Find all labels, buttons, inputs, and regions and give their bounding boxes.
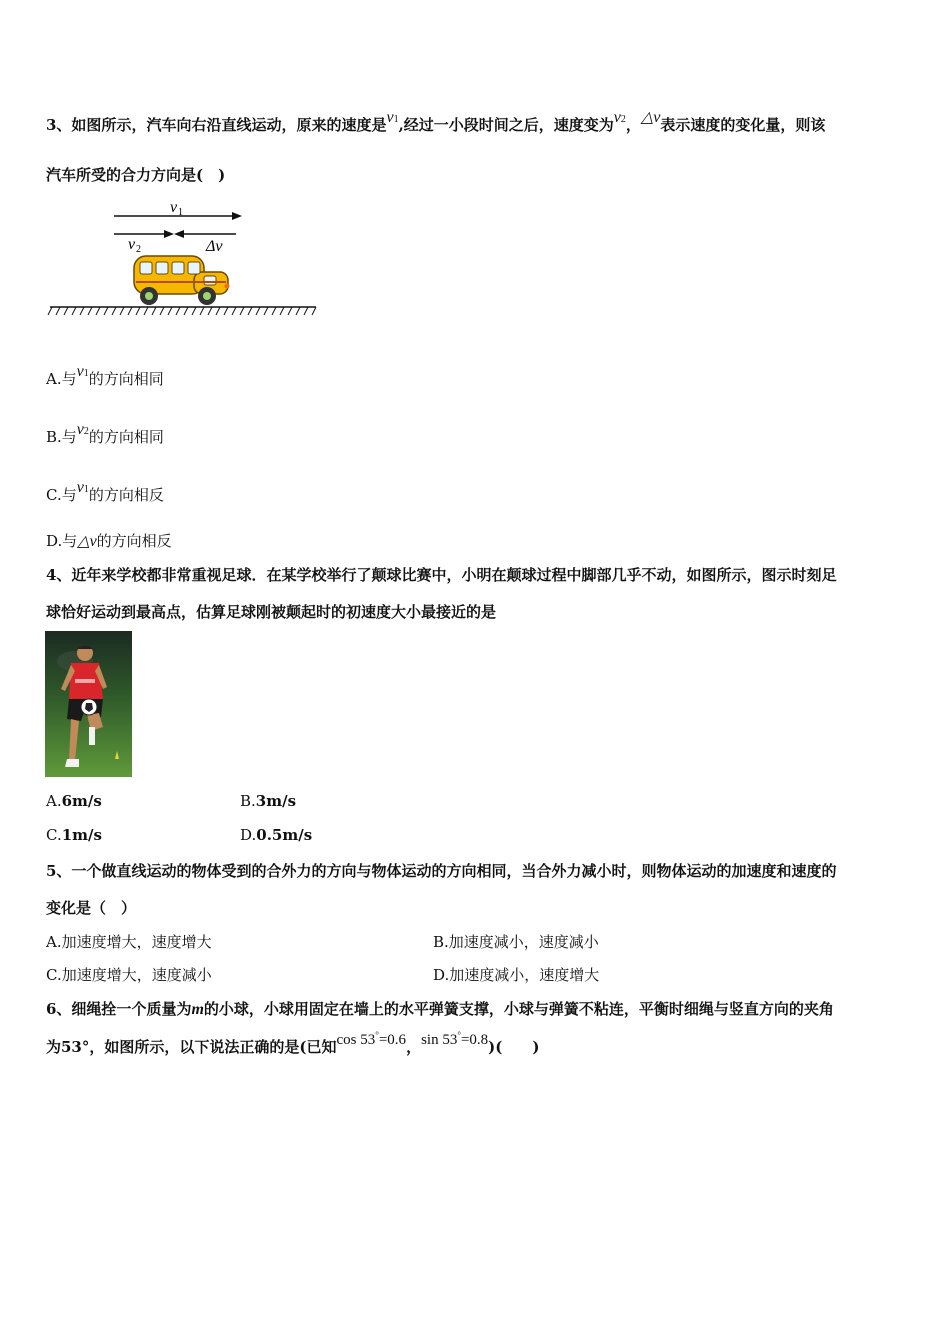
q4-option-a[interactable]: A.6m/s [46, 792, 102, 810]
cos-formula: cos 53°=0.6 [336, 1030, 407, 1048]
q3-option-a[interactable]: A.与v1的方向相同 [46, 363, 164, 388]
q5-option-a[interactable]: A.加速度增大，速度增大 [46, 933, 212, 951]
v2-symbol: v [613, 109, 621, 126]
q6-line1: 6、细绳拴一个质量为m的小球，小球用固定在墙上的水平弹簧支撑，小球与弹簧不粘连，平衡时细绳与竖直方向的夹角 [46, 1000, 834, 1018]
fig-dv-label: Δv [206, 238, 223, 255]
q6-line2: 为53°，如图所示，以下说法正确的是(已知cos 53°=0.6，sin 53°=0.8)( ) [46, 1030, 540, 1056]
q4-option-b[interactable]: B.3m/s [240, 792, 297, 810]
fig-v1-label: v [170, 199, 178, 216]
q3-option-d[interactable]: D.与△v的方向相反 [46, 532, 172, 550]
q4-option-c[interactable]: C.1m/s [46, 826, 102, 844]
fig-v1-sub: 1 [178, 207, 183, 218]
q5-line1: 5、一个做直线运动的物体受到的合外力的方向与物体运动的方向相同，当合外力减小时，则物体运动的加速度和速度的 [46, 862, 837, 880]
v1-subscript: 1 [393, 114, 399, 125]
fig-v2-sub: 2 [136, 244, 141, 255]
q4-line1: 4、近年来学校都非常重视足球．在某学校举行了颠球比赛中，小明在颠球过程中脚部几乎不动，如图所示，图示时刻足 [46, 566, 837, 584]
q3-option-b[interactable]: B.与v2的方向相同 [46, 421, 164, 446]
bus-velocity-figure [44, 194, 324, 320]
q3-line2: 汽车所受的合力方向是( ) [46, 166, 226, 184]
q4-option-d[interactable]: D.0.5m/s [240, 826, 313, 844]
delta-v-symbol: △v [640, 109, 661, 126]
v2-subscript: 2 [620, 114, 626, 125]
q3-text-d: 表示速度的变化量，则该 [660, 116, 826, 134]
q3-option-c[interactable]: C.与v1的方向相反 [46, 479, 164, 504]
fig-v2-label: v [128, 236, 136, 253]
q5-option-d[interactable]: D.加速度减小，速度增大 [433, 966, 600, 984]
v1-symbol: v [386, 109, 394, 126]
q4-line2: 球恰好运动到最高点，估算足球刚被颠起时的初速度大小最接近的是 [46, 603, 497, 621]
q3-text-b: ,经过一小段时间之后，速度变为 [398, 116, 614, 134]
mass-symbol: m [191, 1001, 204, 1018]
q5-line2: 变化是（ ） [46, 899, 137, 917]
q3-line1 [46, 109, 826, 135]
soccer-player-photo [45, 631, 132, 777]
q5-option-c[interactable]: C.加速度增大，速度减小 [46, 966, 212, 984]
bus-illustration [134, 256, 230, 305]
sin-formula: sin 53°=0.8 [421, 1030, 489, 1048]
q3-text-a: 3、如图所示，汽车向右沿直线运动，原来的速度是 [46, 116, 387, 134]
q3-text-c: ， [625, 116, 641, 134]
q5-option-b[interactable]: B.加速度减小，速度减小 [433, 933, 599, 951]
